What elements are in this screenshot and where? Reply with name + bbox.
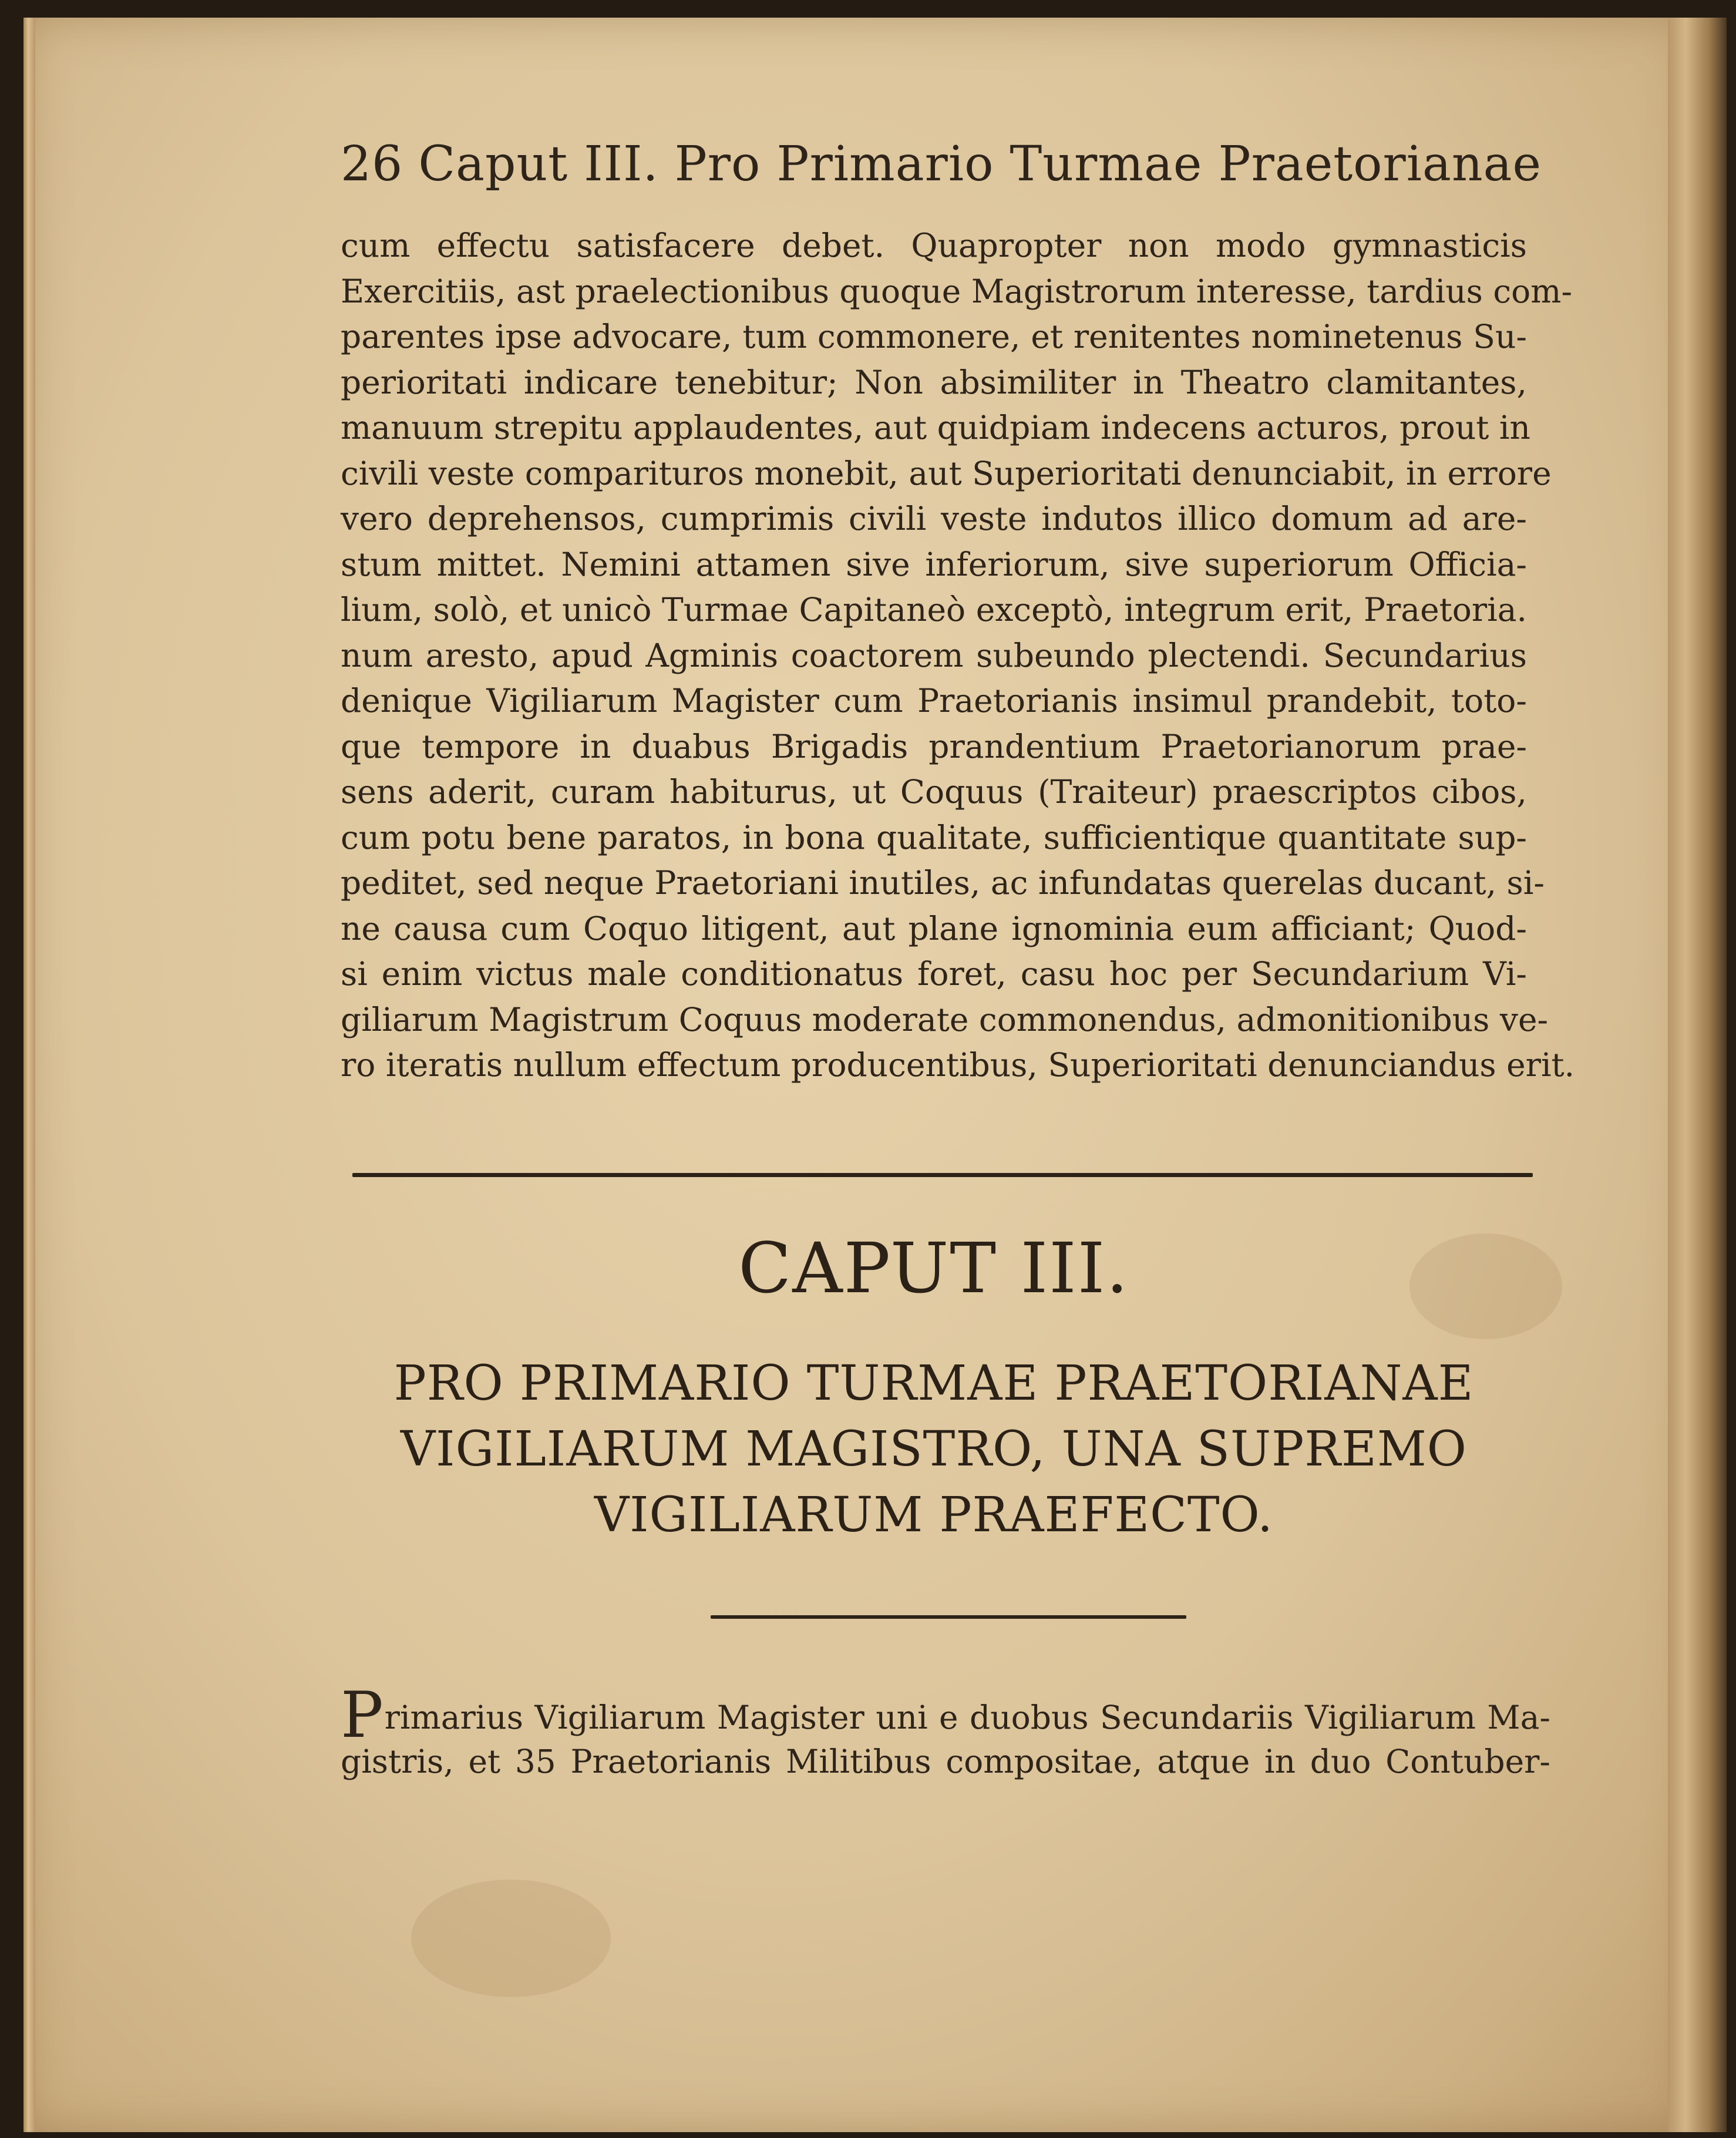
text-line: denique Vigiliarum Magister cum Praetorianis insimul prandebit, toto- [341, 682, 1527, 720]
chapter-subtitle [341, 1351, 1527, 1548]
text-line: gistris, et 35 Praetorianis Militibus compositae, atque in duo Contuber- [341, 1742, 1550, 1780]
text-line: lium, solò, et unicò Turmae Capitaneò exceptò, integrum erit, Praetoria. [341, 591, 1527, 628]
text-line: cum effectu satisfacere debet. Quapropter non modo gymnasticis [341, 227, 1527, 264]
text-line: ro iteratis nullum effectum producentibus, Superioritati denunciandus erit. [341, 1046, 1575, 1084]
paper-stain [411, 1880, 611, 1997]
text-line: peditet, sed neque Praetoriani inutiles, ac infundatas querelas ducant, si- [341, 864, 1545, 902]
page-number: 26 [341, 136, 403, 192]
text-line: civili veste comparituros monebit, aut Superioritati denunciabit, in errore [341, 454, 1552, 492]
running-head [341, 136, 1542, 192]
section-divider-rule [352, 1173, 1533, 1177]
text-line: Exercitiis, ast praelectionibus quoque Magistrorum interesse, tardius com- [341, 272, 1573, 310]
chapter-subtitle-line: VIGILIARUM MAGISTRO, UNA SUPREMO [400, 1421, 1468, 1477]
chapter-subtitle-line: VIGILIARUM PRAEFECTO. [594, 1487, 1274, 1543]
page-left-edge [23, 18, 35, 2132]
page-right-edge [1668, 18, 1727, 2132]
text-line: cum potu bene paratos, in bona qualitate, sufficientique quantitate sup- [341, 818, 1527, 856]
text-line: num aresto, apud Agminis coactorem subeundo plectendi. Secundarius [341, 636, 1527, 674]
text-line: manuum strepitu applaudentes, aut quidpiam indecens acturos, prout in [341, 409, 1530, 446]
text-line: rimarius Vigiliarum Magister uni e duobus Secundariis Vigiliarum Ma- [384, 1699, 1550, 1736]
body-paragraph [341, 223, 1575, 1088]
text-line: stum mittet. Nemini attamen sive inferiorum, sive superiorum Officia- [341, 545, 1527, 583]
chapter-opening-paragraph [341, 1679, 1550, 1783]
chapter-subtitle-line: PRO PRIMARIO TURMAE PRAETORIANAE [393, 1356, 1474, 1411]
text-line: sens aderit, curam habiturus, ut Coquus (Traiteur) praescriptos cibos, [341, 773, 1527, 811]
chapter-title: CAPUT III. [738, 1228, 1129, 1309]
text-line: ne causa cum Coquo litigent, aut plane ignominia eum afficiant; Quod- [341, 909, 1527, 947]
ornamental-rule [711, 1615, 1186, 1619]
running-head-title: Caput III. Pro Primario Turmae Praetorianae [418, 136, 1542, 192]
text-line: parentes ipse advocare, tum commonere, et renitentes nominetenus Su- [341, 318, 1527, 355]
text-line: perioritati indicare tenebitur; Non absimiliter in Theatro clamitantes, [341, 363, 1527, 401]
text-line: si enim victus male conditionatus foret, casu hoc per Secundarium Vi- [341, 955, 1527, 993]
text-line: giliarum Magistrum Coquus moderate commonendus, admonitionibus ve- [341, 1000, 1549, 1038]
text-line: vero deprehensos, cumprimis civili veste indutos illico domum ad are- [341, 500, 1527, 537]
text-line: que tempore in duabus Brigadis prandentium Praetorianorum prae- [341, 727, 1527, 765]
drop-initial: P [341, 1679, 383, 1752]
